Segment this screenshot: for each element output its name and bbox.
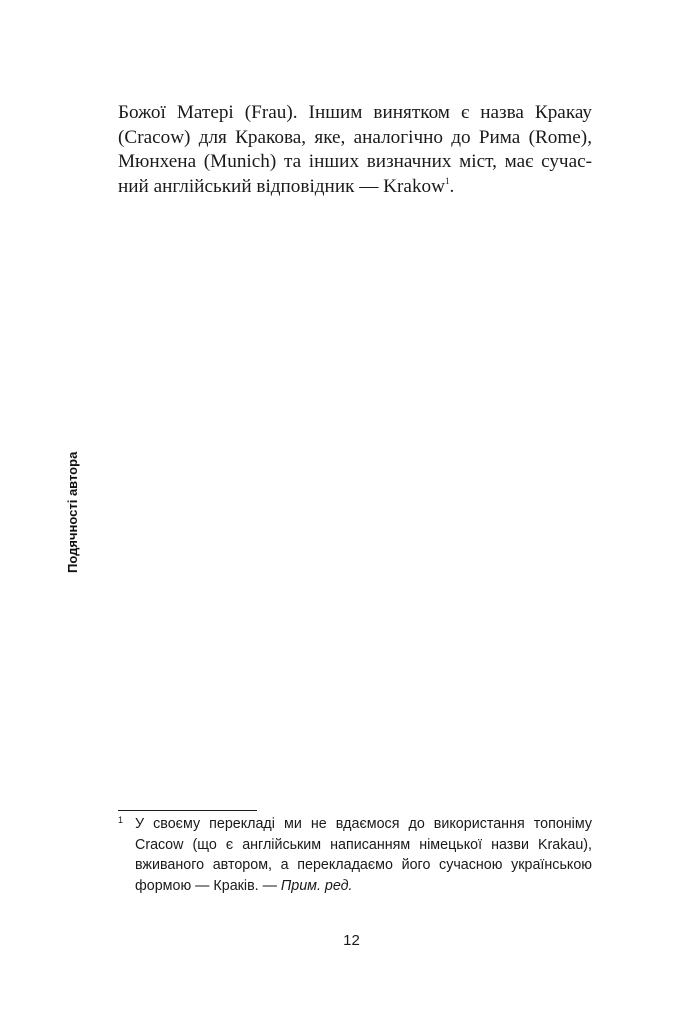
main-paragraph [118, 101, 592, 199]
footnote-line: вживаного автором, а перекладаємо його сучасною українською [135, 857, 592, 873]
paragraph-end-punctuation: . [449, 175, 455, 197]
footnote-line: Cracow (що є англійським написанням німецької назви Krakau), [135, 836, 592, 853]
footnote-reference[interactable]: 1 [445, 175, 450, 186]
section-side-label: Подячності автора [65, 451, 80, 573]
footnote-number: 1 [118, 815, 124, 825]
footnote-body [135, 814, 592, 896]
paragraph-line [118, 175, 592, 200]
editor-note: Прим. ред. [280, 877, 353, 894]
footnote-line: У своєму перекладі ми не вдаємося до використання топоніму [135, 816, 592, 832]
footnote-divider [118, 810, 257, 811]
paragraph-line-text: ний англійський відповідник — Krakow [118, 175, 445, 197]
footnote [118, 814, 592, 896]
paragraph-line: Мюнхена (Munich) та інших визначних міст, має сучас- [118, 151, 592, 172]
paragraph-line: Божої Матері (Frau). Іншим винятком є назва Кракау [118, 102, 592, 123]
page-number: 12 [343, 932, 360, 949]
footnote-line-text: формою — Краків. — [135, 877, 281, 894]
footnote-line [135, 876, 592, 897]
paragraph-line: (Cracow) для Кракова, яке, аналогічно до Рима (Rome), [118, 126, 592, 148]
